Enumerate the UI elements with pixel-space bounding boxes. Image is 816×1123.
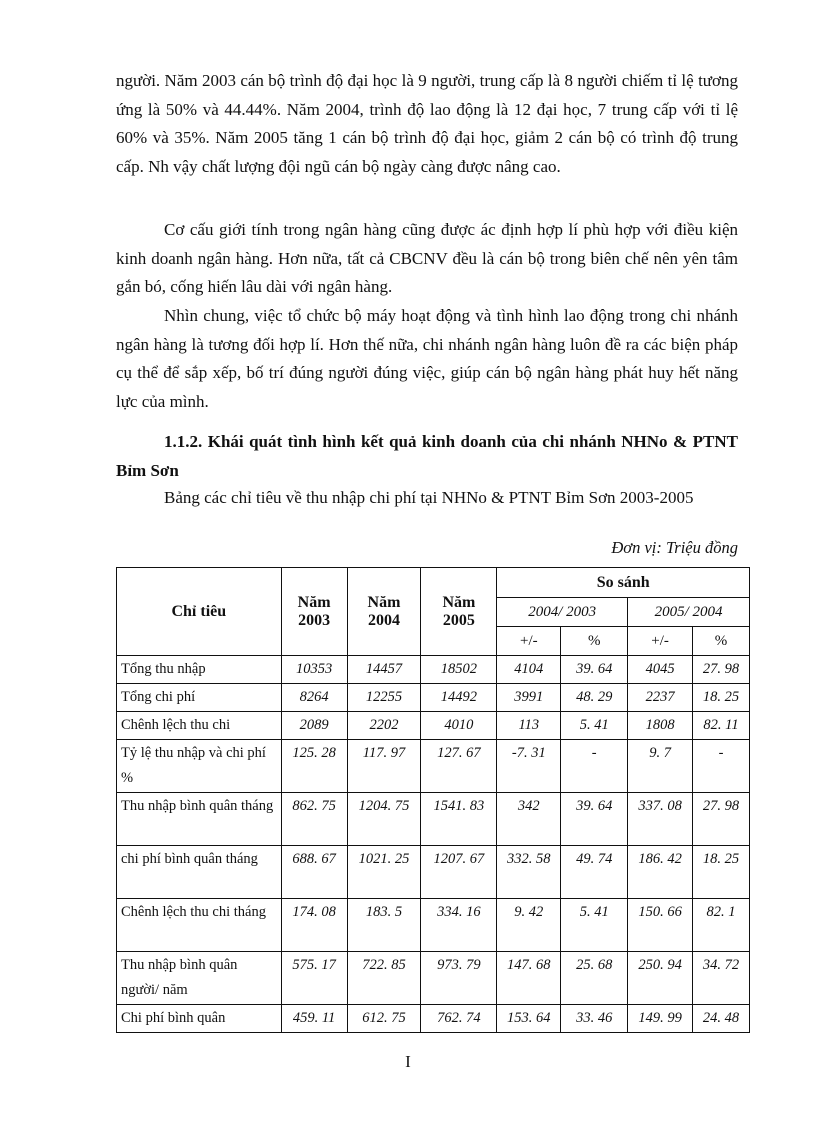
cell-diff-2: 1808 — [628, 712, 693, 740]
table-row — [117, 793, 750, 846]
cell-pct-2: 82. 11 — [693, 712, 750, 740]
header-year-2005-text: Năm 2005 — [442, 593, 476, 629]
cell-diff-1: 332. 58 — [497, 846, 561, 899]
cell-2004: 2202 — [347, 712, 421, 740]
row-label: Thu nhập bình quân người/ năm — [117, 952, 282, 1005]
cell-2003: 10353 — [281, 656, 347, 684]
cell-2003: 125. 28 — [281, 740, 347, 793]
cell-diff-2: 4045 — [628, 656, 693, 684]
header-year-2005 — [421, 568, 497, 656]
header-year-2003-text: Năm 2003 — [297, 593, 331, 629]
table-row — [117, 899, 750, 952]
cell-2005: 334. 16 — [421, 899, 497, 952]
header-diff-2: +/- — [628, 627, 693, 656]
header-pct-1: % — [561, 627, 628, 656]
cell-diff-2: 250. 94 — [628, 952, 693, 1005]
cell-2005: 1207. 67 — [421, 846, 497, 899]
section-heading-text: 1.1.2. Khái quát tình hình kết quả kinh doanh của chi nhánh NHNo & PTNT Bỉm Sơn — [116, 432, 738, 480]
cell-2005: 1541. 83 — [421, 793, 497, 846]
cell-pct-2: 27. 98 — [693, 793, 750, 846]
page-number: I — [405, 1052, 411, 1071]
cell-2004: 722. 85 — [347, 952, 421, 1005]
cell-diff-2: 9. 7 — [628, 740, 693, 793]
cell-pct-2: 24. 48 — [693, 1005, 750, 1033]
table-row — [117, 656, 750, 684]
cell-2004: 612. 75 — [347, 1005, 421, 1033]
cell-2005: 4010 — [421, 712, 497, 740]
header-diff-1: +/- — [497, 627, 561, 656]
cell-diff-1: -7. 31 — [497, 740, 561, 793]
cell-2003: 688. 67 — [281, 846, 347, 899]
cell-pct-1: 48. 29 — [561, 684, 628, 712]
cell-diff-1: 9. 42 — [497, 899, 561, 952]
cell-pct-1: 5. 41 — [561, 899, 628, 952]
header-compare-2004-2003: 2004/ 2003 — [497, 598, 628, 627]
cell-2004: 183. 5 — [347, 899, 421, 952]
cell-2003: 575. 17 — [281, 952, 347, 1005]
cell-pct-1: 5. 41 — [561, 712, 628, 740]
header-year-2003 — [281, 568, 347, 656]
paragraph-2-text: Cơ cấu giới tính trong ngân hàng cũng được ác định hợp lí phù hợp với điều kiện kinh doanh ngân hàng. Hơn nữa, tất cả CBCNV đều là cán bộ trong biên chế nên yên tâm gắn bó, cống hiến lâu dài với ngân hàng. — [116, 220, 738, 296]
cell-2005: 973. 79 — [421, 952, 497, 1005]
cell-diff-1: 113 — [497, 712, 561, 740]
paragraph-3 — [116, 302, 738, 416]
cell-pct-1: 39. 64 — [561, 656, 628, 684]
cell-pct-1: 39. 64 — [561, 793, 628, 846]
paragraph-1-text: người. Năm 2003 cán bộ trình độ đại học là 9 người, trung cấp là 8 người chiếm tỉ lệ tương ứng là 50% và 44.44%. Năm 2004, trình độ lao động là 12 đại học, 7 trung cấp với tỉ lệ 60% và 35%. Năm 2005 tăng 1 cán bộ trình độ đại học, giảm 2 cán bộ có trình độ trung cấp. Nh vậy chất lượng đội ngũ cán bộ ngày càng được nâng cao. — [116, 71, 738, 176]
cell-pct-2: 27. 98 — [693, 656, 750, 684]
cell-diff-1: 4104 — [497, 656, 561, 684]
row-label: Chi phí bình quân — [117, 1005, 282, 1033]
cell-pct-2: 18. 25 — [693, 846, 750, 899]
cell-diff-1: 342 — [497, 793, 561, 846]
cell-2005: 18502 — [421, 656, 497, 684]
cell-pct-2: 82. 1 — [693, 899, 750, 952]
header-pct-2: % — [693, 627, 750, 656]
cell-pct-1: 25. 68 — [561, 952, 628, 1005]
unit-label: Đơn vị: Triệu đồng — [611, 538, 738, 557]
paragraph-2 — [116, 216, 738, 302]
cell-2004: 14457 — [347, 656, 421, 684]
cell-diff-2: 150. 66 — [628, 899, 693, 952]
header-year-2004 — [347, 568, 421, 656]
cell-pct-2: 34. 72 — [693, 952, 750, 1005]
cell-pct-1: 49. 74 — [561, 846, 628, 899]
table-row — [117, 740, 750, 793]
cell-pct-2: - — [693, 740, 750, 793]
row-label: Chênh lệch thu chi — [117, 712, 282, 740]
table-row — [117, 712, 750, 740]
table-row — [117, 1005, 750, 1033]
cell-diff-2: 337. 08 — [628, 793, 693, 846]
table-caption-text: Bảng các chỉ tiêu về thu nhập chi phí tại NHNo & PTNT Bỉm Sơn 2003-2005 — [164, 488, 694, 507]
cell-diff-1: 147. 68 — [497, 952, 561, 1005]
row-label: Tổng thu nhập — [117, 656, 282, 684]
row-label: chi phí bình quân tháng — [117, 846, 282, 899]
cell-pct-2: 18. 25 — [693, 684, 750, 712]
cell-2004: 117. 97 — [347, 740, 421, 793]
cell-diff-2: 149. 99 — [628, 1005, 693, 1033]
cell-2004: 1204. 75 — [347, 793, 421, 846]
cell-pct-1: 33. 46 — [561, 1005, 628, 1033]
cell-diff-2: 2237 — [628, 684, 693, 712]
table-row — [117, 684, 750, 712]
table-row — [117, 846, 750, 899]
cell-2003: 2089 — [281, 712, 347, 740]
cell-diff-1: 153. 64 — [497, 1005, 561, 1033]
section-heading — [116, 428, 738, 485]
cell-2003: 862. 75 — [281, 793, 347, 846]
header-compare: So sánh — [497, 568, 750, 598]
header-compare-2005-2004: 2005/ 2004 — [628, 598, 750, 627]
cell-diff-2: 186. 42 — [628, 846, 693, 899]
cell-2003: 8264 — [281, 684, 347, 712]
cell-pct-1: - — [561, 740, 628, 793]
income-expense-table — [116, 567, 750, 1033]
cell-2003: 174. 08 — [281, 899, 347, 952]
row-label: Chênh lệch thu chi tháng — [117, 899, 282, 952]
row-label: Thu nhập bình quân tháng — [117, 793, 282, 846]
cell-2005: 762. 74 — [421, 1005, 497, 1033]
cell-2005: 14492 — [421, 684, 497, 712]
cell-diff-1: 3991 — [497, 684, 561, 712]
paragraph-3-text: Nhìn chung, việc tổ chức bộ máy hoạt động và tình hình lao động trong chi nhánh ngân hàng là tương đối hợp lí. Hơn thế nữa, chi nhánh ngân hàng luôn đề ra các biện pháp cụ thể để sắp xếp, bố trí đúng người đúng việc, giúp cán bộ ngân hàng phát huy hết năng lực của mình. — [116, 306, 738, 411]
header-year-2004-text: Năm 2004 — [367, 593, 401, 629]
row-label: Tổng chi phí — [117, 684, 282, 712]
table-caption — [116, 484, 738, 513]
cell-2004: 1021. 25 — [347, 846, 421, 899]
cell-2005: 127. 67 — [421, 740, 497, 793]
header-indicator: Chỉ tiêu — [117, 568, 282, 656]
cell-2004: 12255 — [347, 684, 421, 712]
row-label: Tỷ lệ thu nhập và chi phí % — [117, 740, 282, 793]
cell-2003: 459. 11 — [281, 1005, 347, 1033]
table-row — [117, 952, 750, 1005]
paragraph-1 — [116, 67, 738, 181]
